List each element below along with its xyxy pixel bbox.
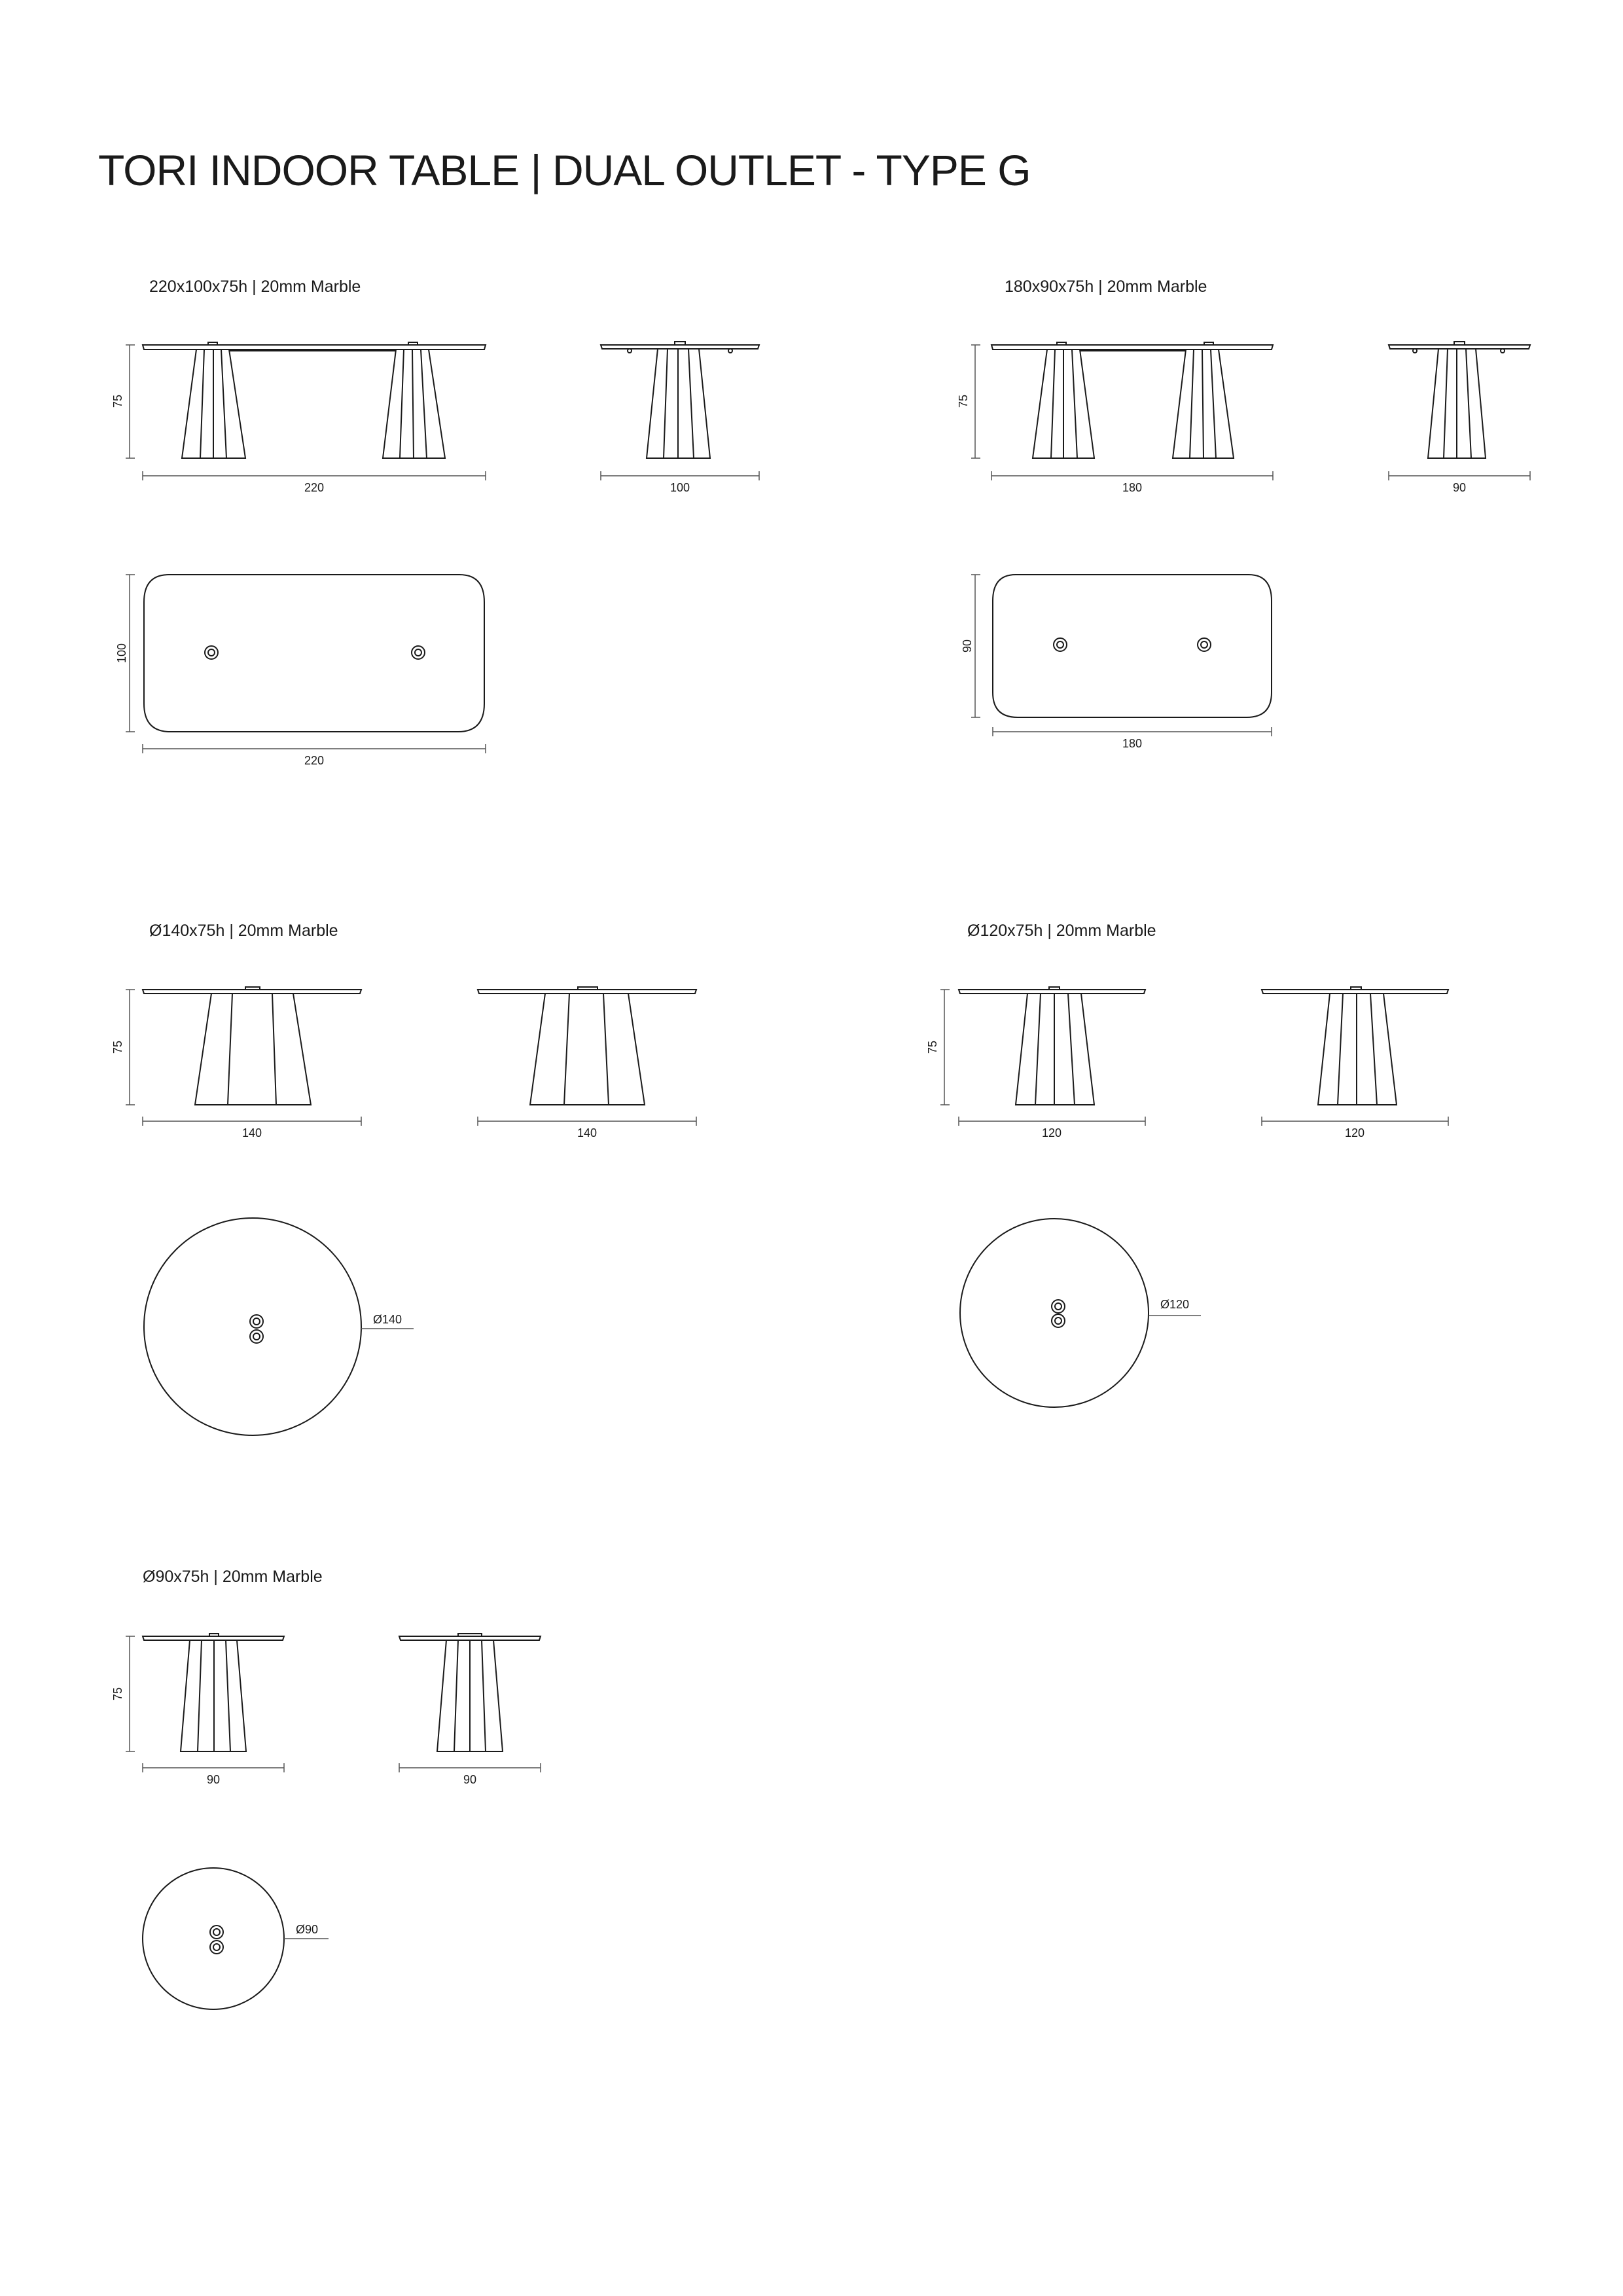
dim-diameter-90: Ø90 (296, 1923, 319, 1936)
elevation-140-side (478, 987, 696, 1105)
section-label-140-round: Ø140x75h | 20mm Marble (149, 922, 338, 940)
dim-front-120: 120 (1041, 1126, 1062, 1139)
elevation-90-front (143, 1634, 284, 1751)
dim-plan-width-100: 100 (115, 643, 128, 664)
plan-220 (144, 575, 484, 732)
dim-side-120: 120 (1344, 1126, 1365, 1139)
elevation-90-side (399, 1634, 541, 1751)
plan-180 (993, 575, 1272, 717)
dim-diameter-140: Ø140 (373, 1313, 402, 1326)
elevation-140-front (143, 987, 361, 1105)
dim-width-90: 90 (1452, 481, 1467, 494)
dim-length-220: 220 (304, 481, 325, 494)
section-label-180x90: 180x90x75h | 20mm Marble (1005, 278, 1207, 296)
dim-height-120: 75 (926, 1040, 939, 1054)
plan-120 (960, 1219, 1149, 1407)
elevation-120-front (959, 987, 1145, 1105)
dim-front-140: 140 (241, 1126, 262, 1139)
elevation-180-front (991, 342, 1273, 458)
page-title: TORI INDOOR TABLE | DUAL OUTLET - TYPE G (98, 146, 1031, 194)
elevation-220-front (143, 342, 486, 458)
plan-90 (143, 1868, 284, 2009)
dim-plan-width-90: 90 (961, 639, 974, 653)
section-label-220x100: 220x100x75h | 20mm Marble (149, 278, 361, 296)
dim-length-180: 180 (1122, 481, 1143, 494)
plan-140 (144, 1218, 361, 1435)
elevation-120-side (1262, 987, 1448, 1105)
dim-plan-length-180: 180 (1122, 737, 1143, 750)
dim-front-90: 90 (206, 1773, 221, 1786)
dim-height-220: 75 (111, 394, 124, 408)
dim-diameter-120: Ø120 (1160, 1298, 1190, 1311)
elevation-220-side (601, 342, 759, 458)
section-label-90-round: Ø90x75h | 20mm Marble (143, 1568, 323, 1586)
dim-height-140: 75 (111, 1040, 124, 1054)
dim-width-100: 100 (669, 481, 690, 494)
dim-plan-length-220: 220 (304, 754, 325, 767)
elevation-180-side (1389, 342, 1530, 458)
dim-height-90: 75 (111, 1687, 124, 1701)
dim-height-180: 75 (957, 394, 970, 408)
dim-side-90: 90 (463, 1773, 477, 1786)
section-label-120-round: Ø120x75h | 20mm Marble (967, 922, 1156, 940)
dim-side-140: 140 (577, 1126, 597, 1139)
